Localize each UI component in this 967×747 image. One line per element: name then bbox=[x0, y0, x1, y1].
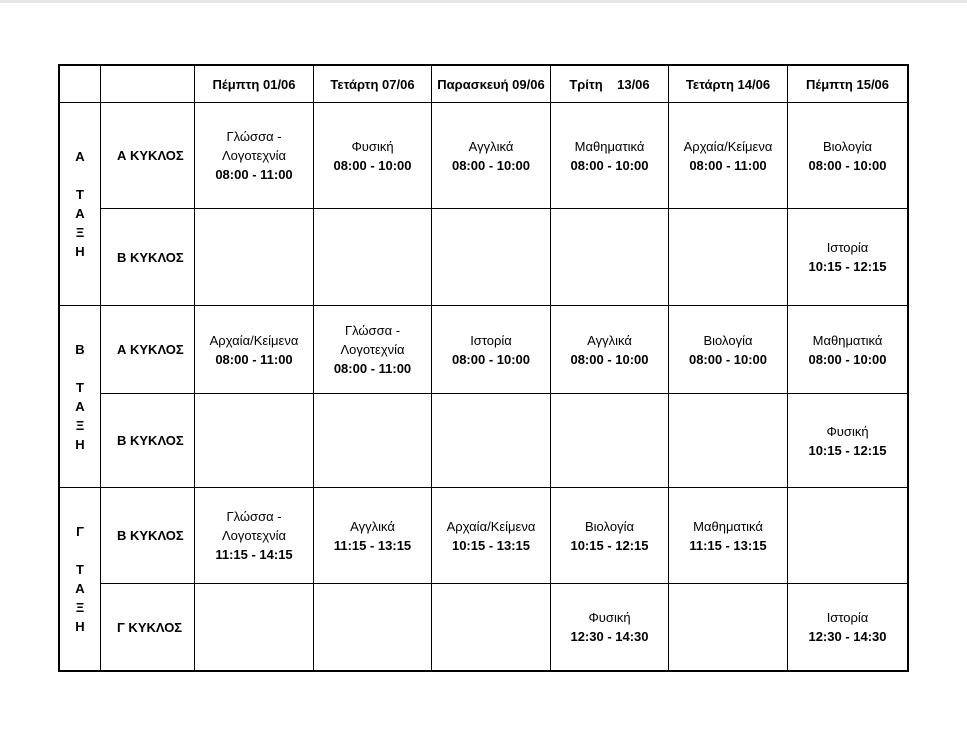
exam-schedule-table bbox=[59, 65, 908, 671]
exam-subject: Γλώσσα - Λογοτεχνία bbox=[221, 129, 287, 163]
exam-subject: Φυσική bbox=[351, 138, 394, 154]
exam-time: 11:15 - 14:15 bbox=[215, 547, 293, 562]
class-label-letter: Ξ bbox=[75, 225, 85, 240]
exam-subject: Φυσική bbox=[588, 610, 631, 625]
class-label-letter: Τ bbox=[76, 379, 84, 395]
cycle-label: Β ΚΥΚΛΟΣ bbox=[101, 209, 195, 306]
exam-time: 10:15 - 12:15 bbox=[570, 537, 649, 553]
class-label-letter: Γ bbox=[76, 524, 84, 539]
exam-time: 08:00 - 10:00 bbox=[570, 157, 649, 173]
exam-time: 08:00 - 10:00 bbox=[570, 351, 649, 367]
day-header: Τετάρτη 14/06 bbox=[669, 66, 788, 103]
exam-cell bbox=[314, 488, 432, 584]
header-row bbox=[60, 66, 908, 103]
exam-cell bbox=[432, 488, 551, 584]
class-label-letter: Η bbox=[75, 619, 85, 634]
exam-time: 08:00 - 11:00 bbox=[333, 361, 412, 376]
day-header: Πέμπτη 01/06 bbox=[195, 66, 314, 103]
class-label-letter: Α bbox=[75, 581, 85, 596]
exam-cell bbox=[432, 394, 551, 488]
exam-subject: Γλώσσα - Λογοτεχνία bbox=[221, 509, 287, 543]
exam-subject: Αγγλικά bbox=[350, 518, 395, 534]
exam-cell bbox=[551, 394, 669, 488]
exam-subject: Βιολογία bbox=[585, 518, 634, 534]
top-edge bbox=[0, 0, 967, 3]
class-label-letter: Ξ bbox=[75, 600, 85, 615]
exam-time: 08:00 - 10:00 bbox=[688, 351, 768, 367]
exam-time: 11:15 - 13:15 bbox=[689, 537, 767, 553]
exam-subject: Βιολογία bbox=[703, 332, 753, 348]
class-label-cell bbox=[60, 306, 101, 488]
exam-subject: Ιστορία bbox=[826, 610, 869, 625]
exam-cell bbox=[669, 584, 788, 671]
day-header: Πέμπτη 15/06 bbox=[788, 66, 908, 103]
exam-cell bbox=[669, 488, 788, 584]
exam-subject: Αγγλικά bbox=[468, 138, 514, 154]
exam-cell bbox=[432, 306, 551, 394]
schedule-row bbox=[60, 103, 908, 209]
exam-cell bbox=[195, 103, 314, 209]
exam-subject: Βιολογία bbox=[823, 138, 872, 154]
exam-time: 10:15 - 12:15 bbox=[808, 259, 887, 274]
exam-subject: Μαθηματικά bbox=[693, 518, 763, 534]
class-label-letter: Β bbox=[75, 341, 85, 357]
exam-subject: Γλώσσα - Λογοτεχνία bbox=[340, 323, 405, 357]
exam-subject: Φυσική bbox=[826, 423, 869, 439]
exam-cell bbox=[788, 209, 908, 306]
class-label-cell bbox=[60, 103, 101, 306]
exam-cell bbox=[195, 306, 314, 394]
exam-subject: Αρχαία/Κείμενα bbox=[209, 332, 299, 348]
schedule-row bbox=[60, 488, 908, 584]
class-label-letter: Α bbox=[75, 398, 85, 414]
class-label-letter: Τ bbox=[76, 562, 84, 577]
exam-cell bbox=[551, 488, 669, 584]
exam-cell bbox=[432, 103, 551, 209]
exam-cell bbox=[432, 209, 551, 306]
exam-time: 11:15 - 13:15 bbox=[333, 537, 412, 553]
schedule-row bbox=[60, 306, 908, 394]
exam-cell bbox=[314, 306, 432, 394]
class-label-letter: Η bbox=[75, 436, 85, 452]
exam-cell bbox=[314, 103, 432, 209]
exam-cell bbox=[314, 209, 432, 306]
exam-cell bbox=[788, 584, 908, 671]
exam-time: 10:15 - 12:15 bbox=[808, 442, 887, 458]
class-label-letter: Α bbox=[75, 149, 85, 164]
exam-cell bbox=[551, 103, 669, 209]
exam-cell bbox=[788, 103, 908, 209]
cycle-label: Α ΚΥΚΛΟΣ bbox=[101, 103, 195, 209]
exam-time: 08:00 - 10:00 bbox=[808, 157, 887, 173]
cycle-label: Γ ΚΥΚΛΟΣ bbox=[101, 584, 195, 671]
class-label-letter: Α bbox=[75, 206, 85, 221]
exam-cell bbox=[669, 103, 788, 209]
exam-cell bbox=[314, 584, 432, 671]
exam-cell bbox=[195, 394, 314, 488]
exam-subject: Αγγλικά bbox=[587, 332, 632, 348]
day-header: Τετάρτη 07/06 bbox=[314, 66, 432, 103]
schedule-row bbox=[60, 209, 908, 306]
exam-time: 08:00 - 10:00 bbox=[451, 351, 531, 367]
exam-cell bbox=[669, 209, 788, 306]
exam-time: 08:00 - 11:00 bbox=[689, 157, 767, 173]
exam-cell bbox=[432, 584, 551, 671]
exam-time: 08:00 - 10:00 bbox=[333, 157, 412, 173]
exam-time: 08:00 - 11:00 bbox=[215, 351, 293, 367]
letter-spacer bbox=[60, 359, 100, 378]
exam-cell bbox=[551, 306, 669, 394]
exam-subject: Μαθηματικά bbox=[812, 332, 883, 348]
exam-time: 08:00 - 10:00 bbox=[808, 351, 887, 367]
exam-cell bbox=[195, 584, 314, 671]
exam-cell bbox=[669, 394, 788, 488]
exam-cell bbox=[788, 394, 908, 488]
class-label-letter: Ξ bbox=[75, 417, 85, 433]
class-label-cell bbox=[60, 488, 101, 671]
header-cycle-cell bbox=[101, 66, 195, 103]
exam-time: 08:00 - 11:00 bbox=[215, 167, 293, 182]
exam-subject: Αρχαία/Κείμενα bbox=[683, 138, 773, 154]
cycle-label: Β ΚΥΚΛΟΣ bbox=[101, 394, 195, 488]
day-header: Τρίτη 13/06 bbox=[551, 66, 669, 103]
class-label-letter: Η bbox=[75, 244, 85, 259]
exam-cell bbox=[551, 584, 669, 671]
schedule-row bbox=[60, 394, 908, 488]
exam-cell bbox=[551, 209, 669, 306]
letter-spacer bbox=[60, 541, 100, 560]
header-corner-cell bbox=[60, 66, 101, 103]
letter-spacer bbox=[60, 166, 100, 185]
exam-subject: Ιστορία bbox=[470, 332, 512, 348]
exam-time: 10:15 - 13:15 bbox=[451, 537, 531, 553]
class-label-letter: Τ bbox=[76, 187, 84, 202]
exam-time: 12:30 - 14:30 bbox=[808, 629, 887, 644]
day-header: Παρασκευή 09/06 bbox=[432, 66, 551, 103]
schedule-row bbox=[60, 584, 908, 671]
exam-cell bbox=[195, 209, 314, 306]
exam-subject: Αρχαία/Κείμενα bbox=[446, 518, 536, 534]
exam-cell bbox=[788, 488, 908, 584]
exam-time: 08:00 - 10:00 bbox=[451, 157, 531, 173]
exam-cell bbox=[314, 394, 432, 488]
exam-cell bbox=[195, 488, 314, 584]
exam-subject: Μαθηματικά bbox=[574, 138, 645, 154]
cycle-label: Α ΚΥΚΛΟΣ bbox=[101, 306, 195, 394]
exam-time: 12:30 - 14:30 bbox=[570, 629, 649, 644]
exam-cell bbox=[669, 306, 788, 394]
exam-subject: Ιστορία bbox=[826, 240, 869, 255]
cycle-label: Β ΚΥΚΛΟΣ bbox=[101, 488, 195, 584]
exam-cell bbox=[788, 306, 908, 394]
